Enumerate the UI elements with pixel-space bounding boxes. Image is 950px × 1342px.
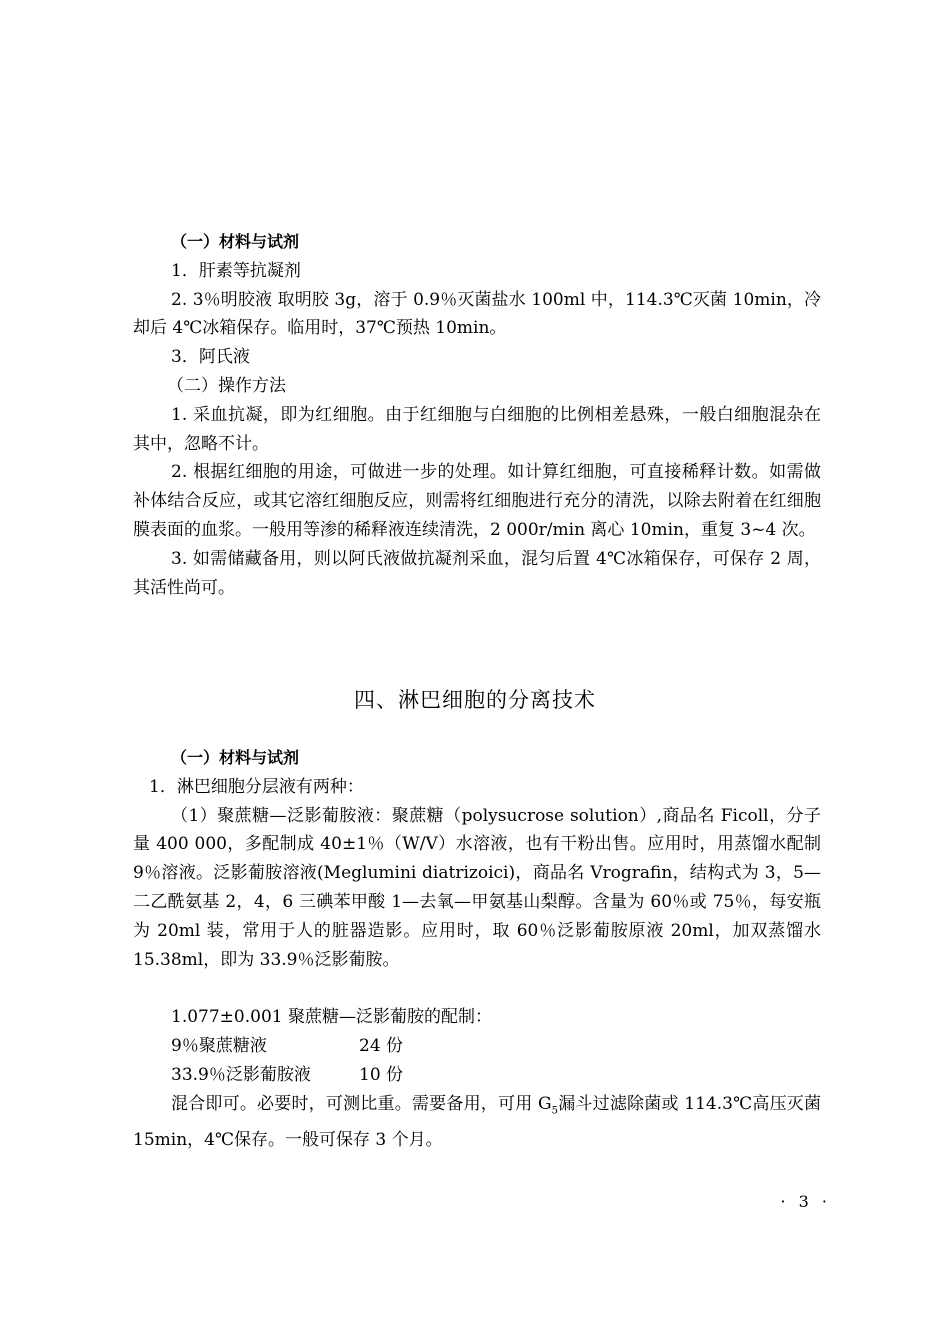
page-content [133, 228, 821, 602]
final-text-a: 混合即可。必要时，可测比重。需要备用，可用 G [171, 1093, 552, 1114]
recipe-row [133, 1032, 821, 1061]
recipe-row [133, 1061, 821, 1090]
material-item-3: 3．阿氏液 [171, 347, 250, 368]
method-step-2: 2. 根据红细胞的用途，可做进一步的处理。如计算红细胞，可直接稀释计数。如需做补体结合反应，或其它溶红细胞反应，则需将红细胞进行充分的清洗，以除去附着在红细胞膜表面的血浆。一般用等渗的稀释液连续清洗，2 000r/min 离心 10min，重复 3~4 次。 [133, 462, 821, 540]
section4-materials-heading: （一）材料与试剂 [171, 748, 300, 767]
material-item-1: 1．肝素等抗凝剂 [171, 260, 301, 281]
recipe-title: 1.077±0.001 聚蔗糖—泛影葡胺的配制： [171, 1007, 492, 1028]
final-subscript: 5 [551, 1104, 558, 1116]
material-item-2: 2. 3％明胶液 取明胶 3g，溶于 0.9％灭菌盐水 100ml 中，114.3℃灭菌 10min，冷却后 4℃冰箱保存。临用时，37℃预热 10min。 [133, 289, 821, 339]
recipe-ingredient: 33.9％泛影葡胺液 [171, 1064, 311, 1085]
recipe-ingredient: 9％聚蔗糖液 [171, 1035, 267, 1056]
recipe-amount: 24 份 [359, 1035, 404, 1056]
final-text-b: 漏斗过滤除菌或 114.3℃高压灭菌 15min，4℃保存。一般可保存 3 个月。 [133, 1093, 822, 1150]
section4-final-paragraph [133, 1090, 821, 1155]
recipe-amount: 10 份 [359, 1064, 404, 1085]
paragraph-gap [133, 974, 821, 1003]
page-number: · 3 · [780, 1192, 831, 1211]
method-heading: （二）操作方法 [167, 375, 286, 396]
method-step-1: 1. 采血抗凝，即为红细胞。由于红细胞与白细胞的比例相差悬殊，一般白细胞混杂在其中，忽略不计。 [133, 404, 821, 454]
section-title: 四、淋巴细胞的分离技术 [354, 688, 596, 712]
method-step-3: 3. 如需储藏备用，则以阿氏液做抗凝剂采血，混匀后置 4℃冰箱保存，可保存 2 周，其活性尚可。 [133, 548, 821, 598]
section4-content [133, 744, 821, 1155]
section4-item-1: 1．淋巴细胞分层液有两种： [149, 776, 364, 797]
materials-heading: （一）材料与试剂 [171, 232, 300, 251]
section4-paragraph-1: （1）聚蔗糖—泛影葡胺液：聚蔗糖（polysucrose solution）,商品名 Ficoll，分子量 400 000，多配制成 40±1％（W/V）水溶液，也有干粉出售。应用时，用蒸馏水配制 9％溶液。泛影葡胺溶液(Meglumini diatrizoici)，商品名 Vrografin，结构式为 3，5—二乙酰氨基 2，4，6 三碘苯甲酸 1—去氧—甲氨基山梨醇。含量为 60％或 75％，每安瓶为 20ml 装，常用于人的脏器造影。应用时，取 60％泛影葡胺原液 20ml，加双蒸馏水 15.38ml，即为 33.9％泛影葡胺。 [133, 805, 821, 970]
